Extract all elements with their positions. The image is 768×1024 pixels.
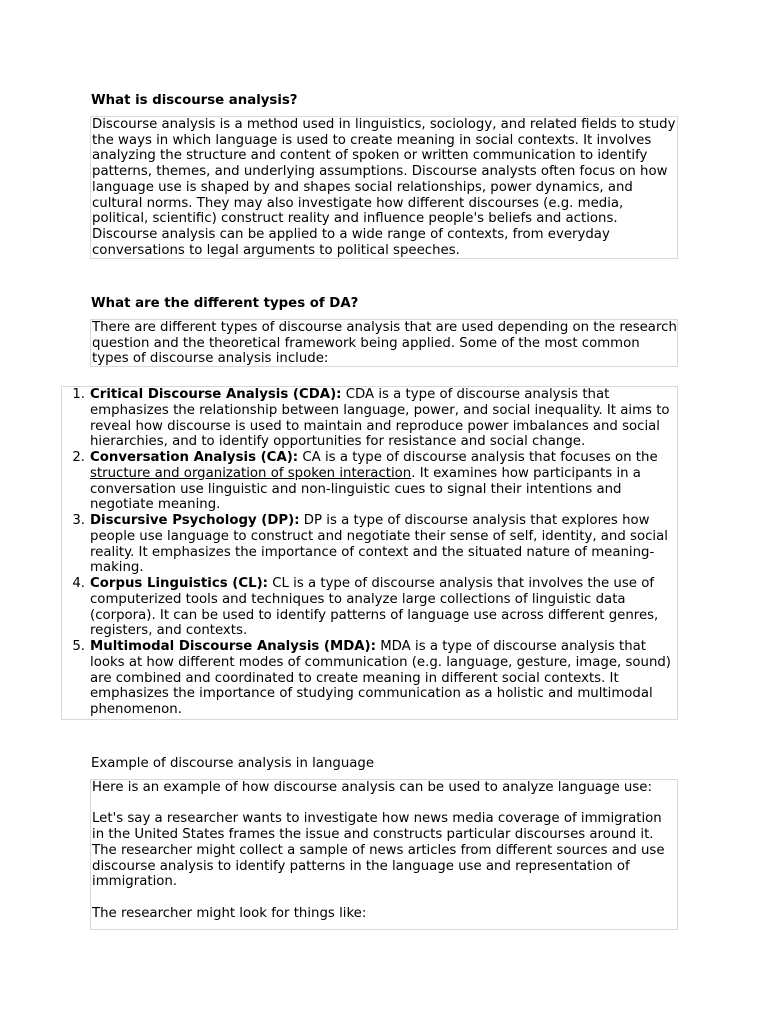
types-intro-paragraph: There are different types of discourse analysis that are used depending on the research question and the theoretical framework being applied. Some of the most common types of discourse analysis include: — [92, 320, 677, 367]
list-item — [72, 639, 674, 718]
list-number: 1. — [72, 387, 85, 402]
list-text: . It examines how participants in a conversation use linguistic and non-linguistic cues to signal their intentions and negotiate meaning. — [90, 465, 641, 513]
list-item — [72, 513, 674, 576]
example-box — [90, 779, 678, 930]
list-term: Discursive Psychology (DP): — [90, 513, 300, 528]
list-term: Critical Discourse Analysis (CDA): — [90, 387, 342, 402]
paragraph-gap — [92, 796, 677, 812]
types-intro-box — [90, 319, 678, 367]
definition-box — [90, 116, 678, 259]
definition-paragraph: Discourse analysis is a method used in linguistics, sociology, and related fields to study the ways in which language is used to create meaning in social contexts. It involves analyzing the structure and content of spoken or written communication to identify patterns, themes, and underlying assumptions. Discourse analysts often focus on how language use is shaped by and shapes social relationships, power dynamics, and cultural norms. They may also investigate how different discourses (e.g. media, political, scientific) construct reality and influence people's beliefs and actions. Discourse analysis can be applied to a wide range of contexts, from everyday conversations to legal arguments to political speeches. — [92, 117, 676, 258]
list-term: Corpus Linguistics (CL): — [90, 576, 268, 591]
list-number: 4. — [72, 576, 85, 591]
types-list — [72, 387, 674, 718]
list-text: CDA is a type of discourse analysis that emphasizes the relationship between language, power, and social inequality. It aims to reveal how discourse is used to maintain and reproduce power imbalances and social hierarchies, and to identify opportunities for resistance and social change. — [90, 387, 670, 450]
section-heading-example: Example of discourse analysis in language — [91, 756, 375, 771]
section-heading-types-of-da: What are the different types of DA? — [91, 296, 359, 311]
list-item — [72, 450, 674, 513]
list-text: CL is a type of discourse analysis that involves the use of computerized tools and techniques to analyze large collections of linguistic data (corpora). It can be used to identify patterns of language use across different genres, registers, and contexts. — [90, 576, 659, 639]
example-paragraph-look-for: The researcher might look for things like: — [92, 905, 367, 921]
list-number: 5. — [72, 639, 85, 654]
list-text: MDA is a type of discourse analysis that looks at how different modes of communication (e.g. language, gesture, image, sound) are combined and coordinated to create meaning in different social contexts. It emphasizes the importance of studying communication as a holistic and multimodal phenomenon. — [90, 639, 671, 717]
list-number: 2. — [72, 450, 85, 465]
list-term: Conversation Analysis (CA): — [90, 450, 299, 465]
example-paragraph-intro: Here is an example of how discourse analysis can be used to analyze language use: — [92, 780, 652, 795]
list-number: 3. — [72, 513, 85, 528]
types-list-box — [61, 386, 678, 720]
section-heading-what-is-da: What is discourse analysis? — [91, 93, 298, 108]
list-term: Multimodal Discourse Analysis (MDA): — [90, 639, 376, 654]
underlined-phrase: structure and organization of spoken interaction — [90, 465, 412, 481]
list-item — [72, 576, 674, 639]
list-text: DP is a type of discourse analysis that explores how people use language to construct and negotiate their sense of self, identity, and social reality. It emphasizes the importance of context and the situated nature of meaning-making. — [90, 513, 668, 576]
list-text: CA is a type of discourse analysis that focuses on the — [298, 450, 658, 465]
list-item — [72, 387, 674, 450]
paragraph-gap — [92, 890, 677, 906]
example-paragraph-scenario: Let's say a researcher wants to investigate how news media coverage of immigration in the United States frames the issue and constructs particular discourses around it. The researcher might collect a sample of news articles from different sources and use discourse analysis to identify patterns in the language use and representation of immigration. — [92, 811, 665, 890]
